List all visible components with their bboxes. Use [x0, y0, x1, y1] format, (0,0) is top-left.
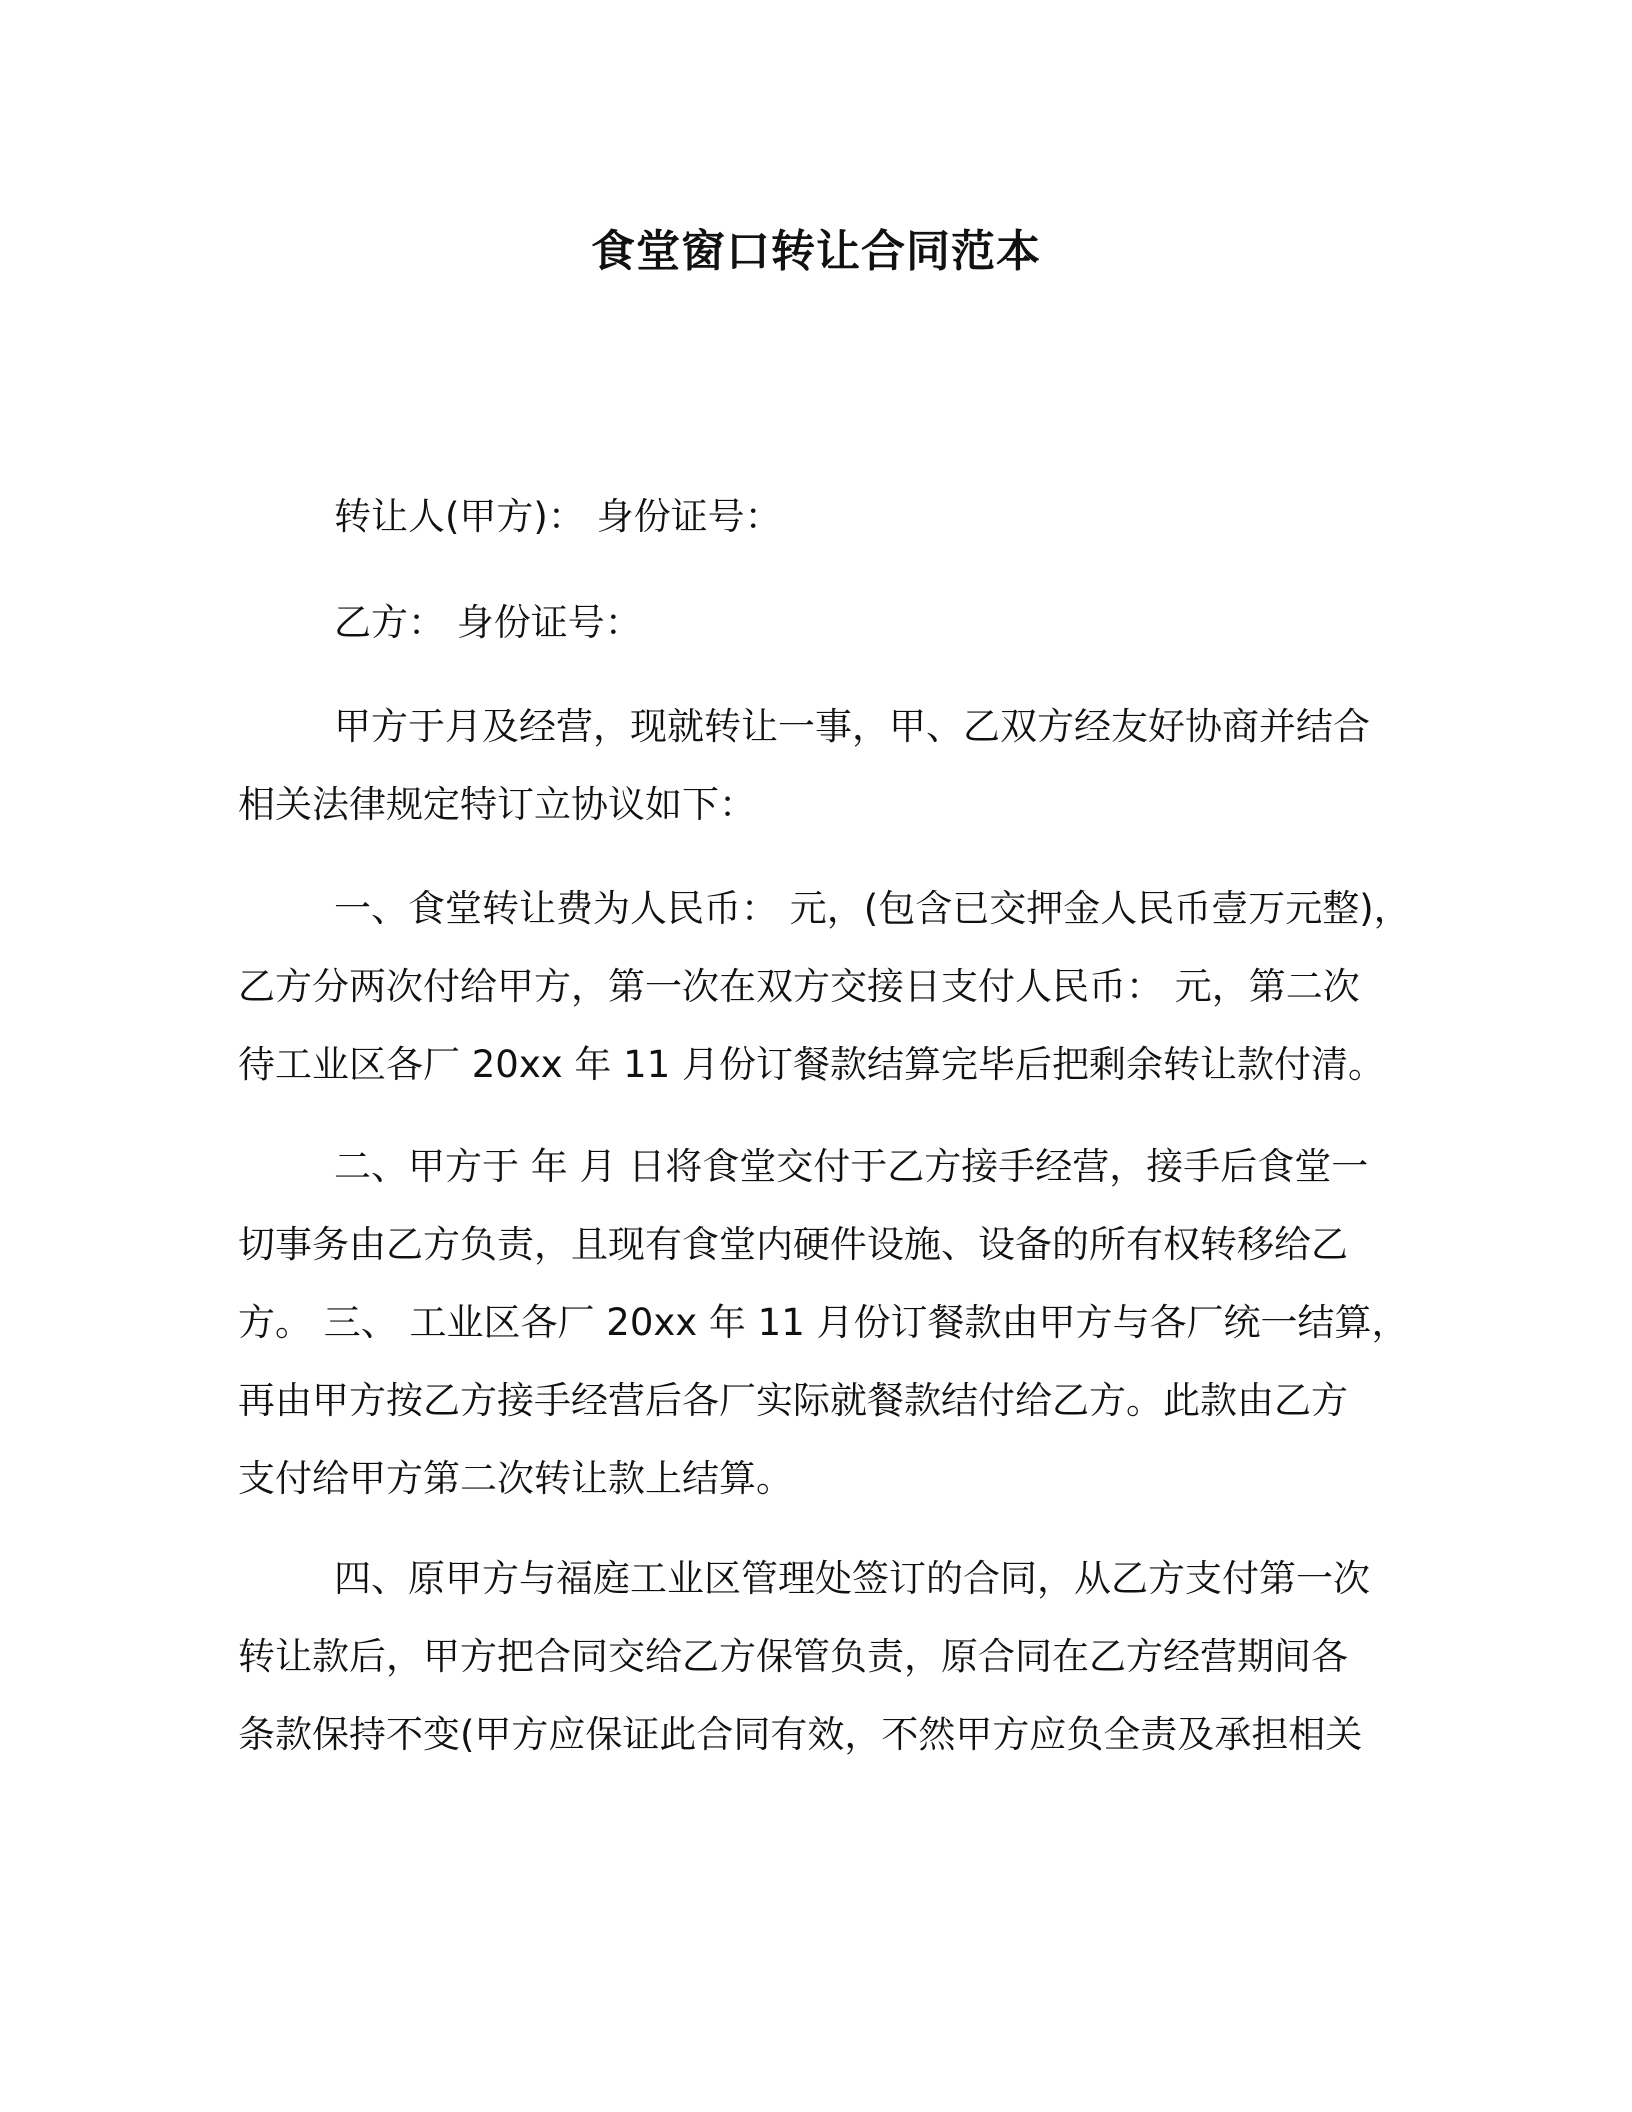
clause-2-line-5: 支付给甲方第二次转让款上结算。 — [238, 1457, 793, 1500]
clause-4-paragraph — [238, 1540, 1378, 1774]
party-b-line — [238, 584, 1378, 662]
document-title: 食堂窗口转让合同范本 — [591, 226, 1041, 277]
intro-line-2: 相关法律规定特订立协议如下： — [238, 783, 756, 826]
clause-2-paragraph — [238, 1128, 1409, 1518]
clause-1-line-3: 待工业区各厂 20xx 年 11 月份订餐款结算完毕后把剩余转让款付清。 — [238, 1043, 1385, 1086]
clause-1-paragraph — [238, 870, 1411, 1104]
clause-2-line-4: 再由甲方按乙方接手经营后各厂实际就餐款结付给乙方。此款由乙方 — [238, 1379, 1348, 1422]
party-a-line — [238, 478, 1378, 556]
clause-4-line-3: 条款保持不变(甲方应保证此合同有效，不然甲方应负全责及承担相关 — [238, 1713, 1363, 1756]
clause-2-line-2: 切事务由乙方负责，且现有食堂内硬件设施、设备的所有权转移给乙 — [238, 1223, 1348, 1266]
clause-4-line-2: 转让款后，甲方把合同交给乙方保管负责，原合同在乙方经营期间各 — [238, 1635, 1348, 1678]
clause-1-line-1: 一、食堂转让费为人民币： 元，(包含已交押金人民币壹万元整)， — [334, 887, 1411, 930]
clause-2-line-1: 二、甲方于 年 月 日将食堂交付于乙方接手经营，接手后食堂一 — [334, 1145, 1369, 1188]
clause-1-line-2: 乙方分两次付给甲方，第一次在双方交接日支付人民币： 元，第二次 — [238, 965, 1360, 1008]
clause-4-line-1: 四、原甲方与福庭工业区管理处签订的合同，从乙方支付第一次 — [334, 1557, 1370, 1600]
intro-line-1: 甲方于月及经营，现就转让一事，甲、乙双方经友好协商并结合 — [334, 705, 1370, 748]
party-a-text: 转让人(甲方)： 身份证号： — [334, 495, 782, 538]
intro-paragraph — [238, 688, 1378, 844]
party-b-text: 乙方： 身份证号： — [334, 601, 642, 644]
clause-2-line-3: 方。 三、 工业区各厂 20xx 年 11 月份订餐款由甲方与各厂统一结算， — [238, 1301, 1409, 1344]
